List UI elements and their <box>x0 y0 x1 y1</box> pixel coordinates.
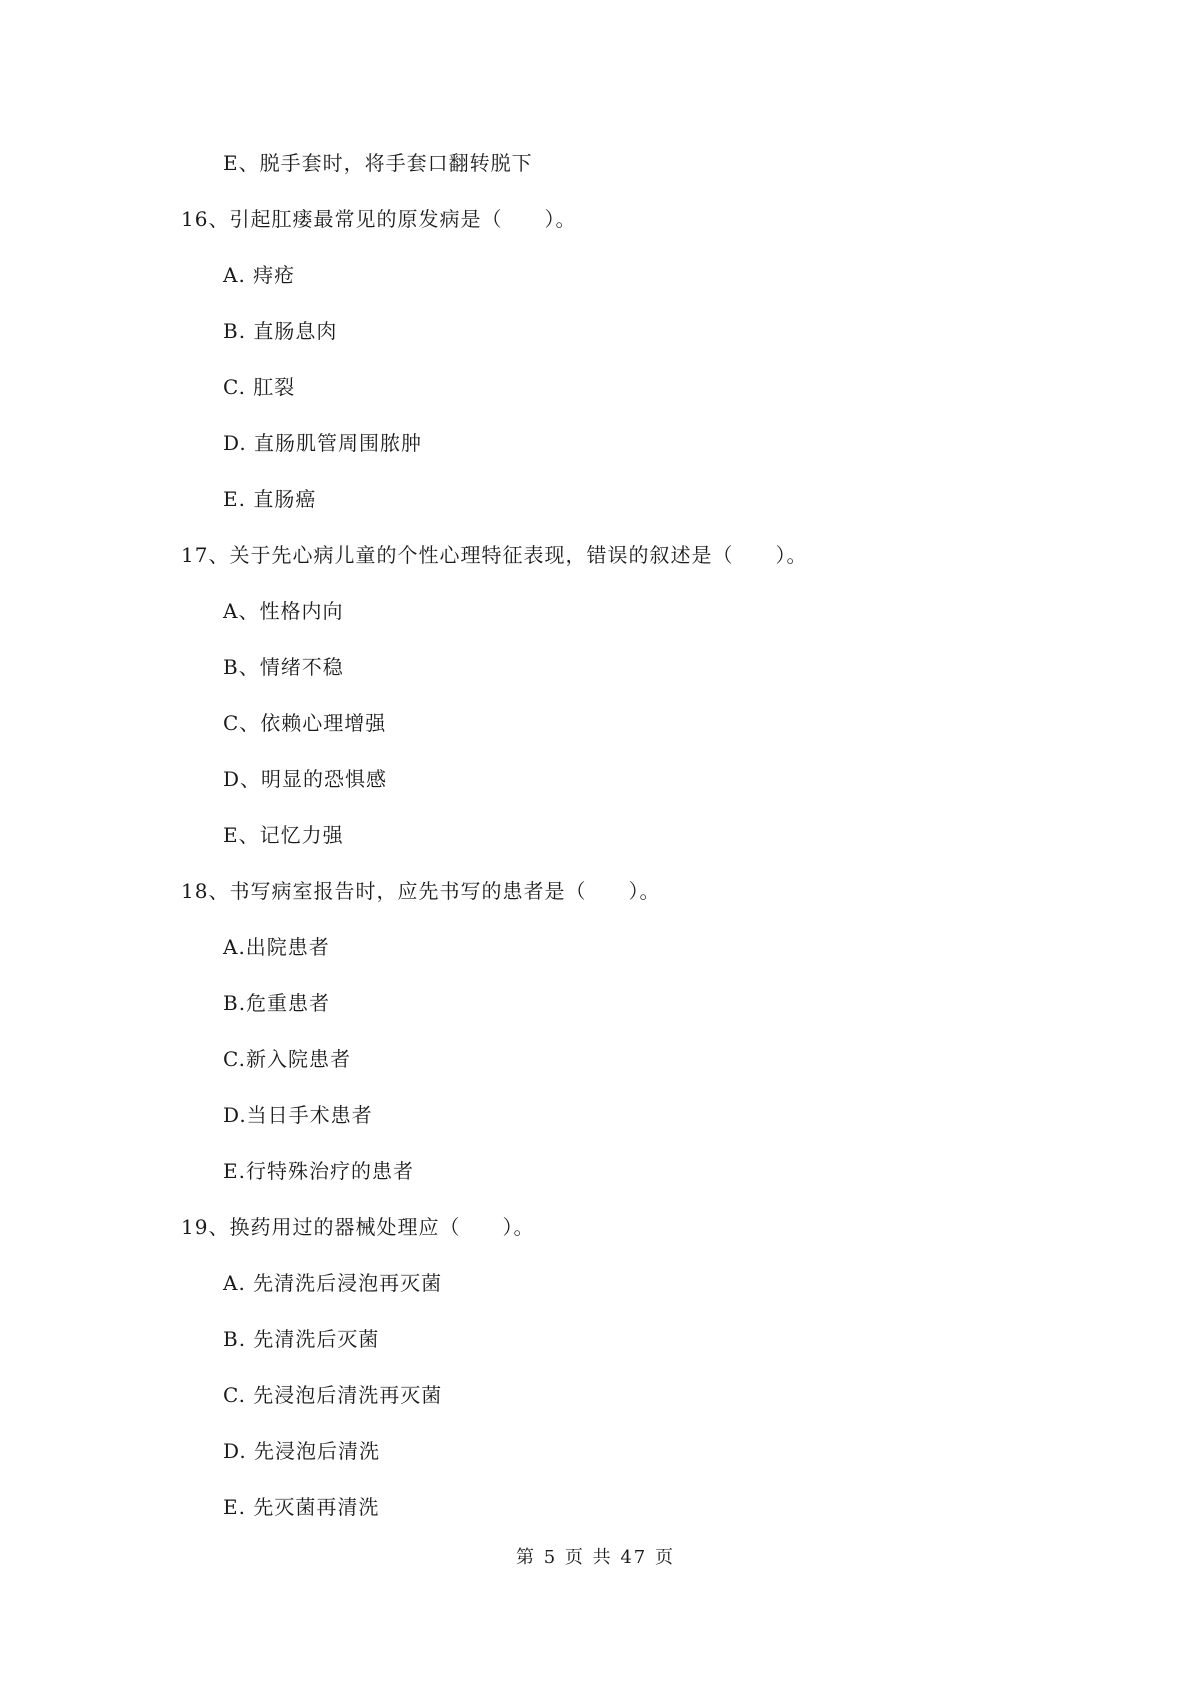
question-16-option-a: A. 痔疮 <box>223 263 296 287</box>
question-19-option-e: E. 先灭菌再清洗 <box>223 1495 380 1519</box>
question-18-option-c: C.新入院患者 <box>223 1047 351 1071</box>
page-footer: 第 5 页 共 47 页 <box>516 1547 675 1568</box>
question-19-option-b: B. 先清洗后灭菌 <box>223 1327 380 1351</box>
question-16-option-e: E. 直肠癌 <box>223 487 317 511</box>
question-19-option-a: A. 先清洗后浸泡再灭菌 <box>223 1271 443 1295</box>
option-e-carryover: E、脱手套时，将手套口翻转脱下 <box>223 151 533 175</box>
question-17-option-e: E、记忆力强 <box>223 823 344 847</box>
question-18-stem: 18、书写病室报告时，应先书写的患者是（ ）。 <box>181 879 661 903</box>
question-17-option-d: D、明显的恐惧感 <box>223 767 388 791</box>
question-16-option-b: B. 直肠息肉 <box>223 319 338 343</box>
question-16-option-c: C. 肛裂 <box>223 375 296 399</box>
question-18-option-d: D.当日手术患者 <box>223 1103 373 1127</box>
question-18-option-b: B.危重患者 <box>223 991 331 1015</box>
question-19-option-c: C. 先浸泡后清洗再灭菌 <box>223 1383 443 1407</box>
question-17-option-b: B、情绪不稳 <box>223 655 344 679</box>
question-17-stem: 17、关于先心病儿童的个性心理特征表现，错误的叙述是（ ）。 <box>181 543 808 567</box>
question-17-option-a: A、性格内向 <box>223 599 344 623</box>
question-18-option-a: A.出院患者 <box>223 935 330 959</box>
question-17-option-c: C、依赖心理增强 <box>223 711 387 735</box>
question-19-stem: 19、换药用过的器械处理应（ ）。 <box>181 1215 535 1239</box>
question-18-option-e: E.行特殊治疗的患者 <box>223 1159 414 1183</box>
question-16-stem: 16、引起肛瘘最常见的原发病是（ ）。 <box>181 207 577 231</box>
question-16-option-d: D. 直肠肌管周围脓肿 <box>223 431 423 455</box>
question-19-option-d: D. 先浸泡后清洗 <box>223 1439 381 1463</box>
